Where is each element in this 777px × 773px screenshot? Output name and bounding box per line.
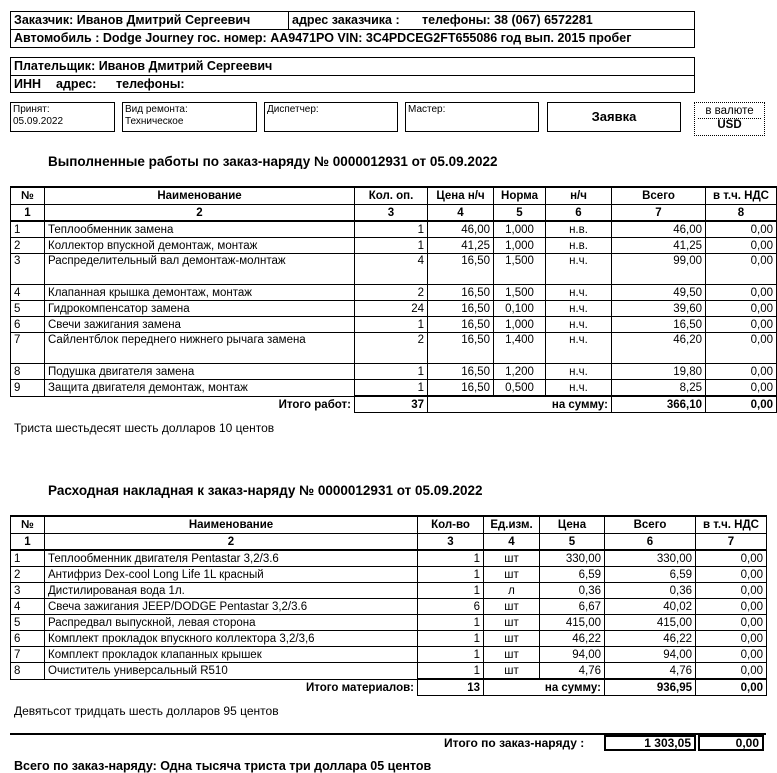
payer-inn: ИНН: [14, 77, 42, 91]
table-row: [11, 301, 777, 317]
table-row: [11, 238, 777, 254]
table-row: [11, 567, 767, 583]
row-unit: н.в.: [546, 221, 612, 238]
materials-index-3: 3: [418, 534, 484, 551]
materials-total-row: [11, 679, 767, 696]
row-price: 16,50: [428, 364, 494, 380]
row-qty: 4: [355, 254, 428, 285]
row-name: Свеча зажигания JEEP/DODGE Pentastar 3,2/3.6: [45, 599, 418, 615]
row-unit: шт: [484, 647, 540, 663]
row-vat: 0,00: [706, 301, 777, 317]
table-row: [11, 615, 767, 631]
repair-type-box: [122, 102, 257, 132]
row-n: 4: [11, 285, 45, 301]
row-vat: 0,00: [696, 599, 767, 615]
works-header-unit: н/ч: [546, 187, 612, 205]
row-vat: 0,00: [706, 221, 777, 238]
row-name: Подушка двигателя замена: [45, 364, 355, 380]
row-unit: шт: [484, 615, 540, 631]
payer-name: Плательщик: Иванов Дмитрий Сергеевич: [14, 59, 273, 73]
row-qty: 2: [355, 285, 428, 301]
row-total: 94,00: [605, 647, 696, 663]
row-price: 415,00: [540, 615, 605, 631]
row-norm: 1,200: [494, 364, 546, 380]
row-norm: 1,500: [494, 254, 546, 285]
request-label: Заявка: [591, 109, 637, 124]
grand-total-words: Всего по заказ-наряду: Одна тысяча триста три доллара 05 центов: [14, 759, 432, 773]
accepted-value: 05.09.2022: [13, 116, 64, 127]
materials-title: Расходная накладная к заказ-наряду № 0000012931 от 05.09.2022: [48, 483, 483, 498]
materials-header-unit: Ед.изм.: [484, 516, 540, 534]
table-row: [11, 647, 767, 663]
customer-address: адрес заказчика :: [292, 13, 400, 27]
repair-type-label: Вид ремонта:: [125, 104, 188, 115]
row-name: Защита двигателя демонтаж, монтаж: [45, 380, 355, 397]
row-vat: 0,00: [706, 317, 777, 333]
row-total: 330,00: [605, 550, 696, 567]
works-index-8: 8: [706, 205, 777, 222]
row-total: 19,80: [612, 364, 706, 380]
materials-header-n: №: [11, 516, 45, 534]
row-vat: 0,00: [706, 364, 777, 380]
row-qty: 1: [418, 663, 484, 680]
row-norm: 1,000: [494, 317, 546, 333]
works-header-norm: Норма: [494, 187, 546, 205]
table-row: [11, 631, 767, 647]
materials-total-sum: 936,95: [605, 679, 696, 696]
materials-header-name: Наименование: [45, 516, 418, 534]
row-name: Сайлентблок переднего нижнего рычага замена: [45, 333, 355, 364]
row-total: 41,25: [612, 238, 706, 254]
row-norm: 0,100: [494, 301, 546, 317]
row-n: 8: [11, 663, 45, 680]
row-n: 2: [11, 567, 45, 583]
row-vat: 0,00: [696, 663, 767, 680]
table-row: [11, 221, 777, 238]
works-total-qty: 37: [355, 396, 428, 413]
materials-header-qty: Кол-во: [418, 516, 484, 534]
row-price: 16,50: [428, 254, 494, 285]
master-label: Мастер:: [408, 104, 446, 115]
row-norm: 1,500: [494, 285, 546, 301]
row-total: 4,76: [605, 663, 696, 680]
grand-total-sum: 1 303,05: [604, 735, 696, 751]
row-qty: 1: [418, 631, 484, 647]
row-total: 8,25: [612, 380, 706, 397]
row-name: Теплообменник двигателя Pentastar 3,2/3.6: [45, 550, 418, 567]
row-name: Антифриз Dex-cool Long Life 1L красный: [45, 567, 418, 583]
works-total-sum: 366,10: [612, 396, 706, 413]
row-total: 39,60: [612, 301, 706, 317]
row-norm: 0,500: [494, 380, 546, 397]
row-qty: 1: [355, 380, 428, 397]
table-row: [11, 317, 777, 333]
row-vat: 0,00: [696, 615, 767, 631]
row-name: Дистилированая вода 1л.: [45, 583, 418, 599]
row-vat: 0,00: [696, 583, 767, 599]
row-vat: 0,00: [696, 567, 767, 583]
table-row: [11, 583, 767, 599]
materials-table: [10, 515, 767, 696]
row-price: 16,50: [428, 333, 494, 364]
row-unit: н.ч.: [546, 254, 612, 285]
row-qty: 1: [418, 567, 484, 583]
works-table: [10, 186, 777, 413]
materials-index-7: 7: [696, 534, 767, 551]
works-header-vat: в т.ч. НДС: [706, 187, 777, 205]
table-row: [11, 663, 767, 680]
row-name: Комплект прокладок клапанных крышек: [45, 647, 418, 663]
table-row: [11, 254, 777, 285]
row-n: 1: [11, 550, 45, 567]
currency-value: USD: [698, 118, 761, 131]
row-qty: 1: [418, 583, 484, 599]
row-qty: 1: [355, 238, 428, 254]
grand-total-label: Итого по заказ-наряду :: [444, 736, 585, 750]
row-n: 7: [11, 333, 45, 364]
row-qty: 1: [355, 221, 428, 238]
row-name: Коллектор впускной демонтаж, монтаж: [45, 238, 355, 254]
row-qty: 6: [418, 599, 484, 615]
row-n: 3: [11, 254, 45, 285]
works-header-total: Всего: [612, 187, 706, 205]
row-total: 49,50: [612, 285, 706, 301]
customer-header-vdivider: [288, 11, 289, 29]
materials-total-label: Итого материалов:: [306, 681, 414, 694]
grand-total-vat: 0,00: [698, 735, 764, 751]
row-vat: 0,00: [706, 333, 777, 364]
table-row: [11, 599, 767, 615]
works-total-words: Триста шестьдесят шесть долларов 10 центов: [14, 421, 275, 435]
row-name: Свечи зажигания замена: [45, 317, 355, 333]
row-qty: 1: [355, 317, 428, 333]
works-header-name: Наименование: [45, 187, 355, 205]
row-vat: 0,00: [696, 550, 767, 567]
row-n: 6: [11, 631, 45, 647]
row-price: 6,59: [540, 567, 605, 583]
row-total: 415,00: [605, 615, 696, 631]
row-vat: 0,00: [706, 285, 777, 301]
dispatcher-box: [264, 102, 398, 132]
row-price: 0,36: [540, 583, 605, 599]
customer-name: Заказчик: Иванов Дмитрий Сергеевич: [14, 13, 251, 27]
materials-header-vat: в т.ч. НДС: [696, 516, 767, 534]
row-total: 99,00: [612, 254, 706, 285]
row-unit: н.ч.: [546, 380, 612, 397]
works-header-qty: Кол. оп.: [355, 187, 428, 205]
payer-phones: телефоны:: [116, 77, 185, 91]
works-index-6: 6: [546, 205, 612, 222]
row-unit: н.ч.: [546, 317, 612, 333]
row-total: 46,00: [612, 221, 706, 238]
works-index-1: 1: [11, 205, 45, 222]
row-unit: н.ч.: [546, 364, 612, 380]
table-row: [11, 380, 777, 397]
works-index-5: 5: [494, 205, 546, 222]
row-price: 41,25: [428, 238, 494, 254]
materials-header-price: Цена: [540, 516, 605, 534]
request-box: [547, 102, 681, 132]
row-vat: 0,00: [696, 647, 767, 663]
row-unit: н.ч.: [546, 285, 612, 301]
row-name: Теплообменник замена: [45, 221, 355, 238]
row-norm: 1,000: [494, 221, 546, 238]
works-index-7: 7: [612, 205, 706, 222]
row-unit: л: [484, 583, 540, 599]
row-qty: 24: [355, 301, 428, 317]
vehicle-info: Автомобиль : Dodge Journey гос. номер: АА9471РО VIN: 3C4PDCEG2FT655086 год вып. 2015 пробег: [14, 31, 632, 45]
row-n: 5: [11, 301, 45, 317]
works-header-price: Цена н/ч: [428, 187, 494, 205]
row-price: 16,50: [428, 317, 494, 333]
table-row: [11, 285, 777, 301]
row-unit: шт: [484, 631, 540, 647]
row-unit: шт: [484, 663, 540, 680]
row-qty: 1: [418, 615, 484, 631]
accepted-label: Принят:: [13, 104, 50, 115]
row-price: 16,50: [428, 380, 494, 397]
materials-total-vat: 0,00: [696, 679, 767, 696]
row-name: Очиститель универсальный R510: [45, 663, 418, 680]
row-total: 0,36: [605, 583, 696, 599]
row-unit: шт: [484, 599, 540, 615]
materials-total-words: Девятьсот тридцать шесть долларов 95 центов: [14, 704, 279, 718]
materials-sum-label: на сумму:: [484, 679, 605, 696]
row-name: Комплект прокладок впускного коллектора 3,2/3,6: [45, 631, 418, 647]
row-n: 1: [11, 221, 45, 238]
materials-index-4: 4: [484, 534, 540, 551]
row-qty: 1: [355, 364, 428, 380]
row-price: 46,00: [428, 221, 494, 238]
row-total: 40,02: [605, 599, 696, 615]
row-n: 5: [11, 615, 45, 631]
row-norm: 1,400: [494, 333, 546, 364]
works-title: Выполненные работы по заказ-наряду № 0000012931 от 05.09.2022: [48, 154, 498, 169]
row-total: 46,20: [612, 333, 706, 364]
row-n: 8: [11, 364, 45, 380]
row-qty: 1: [418, 550, 484, 567]
works-total-vat: 0,00: [706, 396, 777, 413]
accepted-box: [10, 102, 115, 132]
master-box: [405, 102, 539, 132]
works-total-label: Итого работ:: [278, 398, 351, 411]
row-total: 46,22: [605, 631, 696, 647]
row-total: 6,59: [605, 567, 696, 583]
row-vat: 0,00: [696, 631, 767, 647]
row-price: 6,67: [540, 599, 605, 615]
works-header-n: №: [11, 187, 45, 205]
row-unit: шт: [484, 567, 540, 583]
table-row: [11, 333, 777, 364]
materials-total-qty: 13: [418, 679, 484, 696]
row-vat: 0,00: [706, 238, 777, 254]
payer-address: адрес:: [56, 77, 97, 91]
row-qty: 1: [418, 647, 484, 663]
row-n: 7: [11, 647, 45, 663]
row-unit: н.ч.: [546, 333, 612, 364]
row-price: 94,00: [540, 647, 605, 663]
row-n: 3: [11, 583, 45, 599]
materials-index-6: 6: [605, 534, 696, 551]
row-price: 330,00: [540, 550, 605, 567]
row-vat: 0,00: [706, 254, 777, 285]
row-name: Клапанная крышка демонтаж, монтаж: [45, 285, 355, 301]
works-index-3: 3: [355, 205, 428, 222]
row-n: 2: [11, 238, 45, 254]
row-qty: 2: [355, 333, 428, 364]
works-index-4: 4: [428, 205, 494, 222]
row-price: 4,76: [540, 663, 605, 680]
row-vat: 0,00: [706, 380, 777, 397]
materials-index-5: 5: [540, 534, 605, 551]
payer-divider: [10, 75, 695, 76]
row-norm: 1,000: [494, 238, 546, 254]
row-price: 16,50: [428, 285, 494, 301]
row-name: Гидрокомпенсатор замена: [45, 301, 355, 317]
row-name: Распределительный вал демонтаж-молнтаж: [45, 254, 355, 285]
row-total: 16,50: [612, 317, 706, 333]
dispatcher-label: Диспетчер:: [267, 104, 319, 115]
table-row: [11, 364, 777, 380]
row-unit: шт: [484, 550, 540, 567]
works-sum-label: на сумму:: [428, 396, 612, 413]
currency-label: в валюте: [705, 105, 754, 117]
row-price: 46,22: [540, 631, 605, 647]
materials-index-1: 1: [11, 534, 45, 551]
materials-header-total: Всего: [605, 516, 696, 534]
repair-type-value: Техническое: [125, 116, 184, 127]
row-unit: н.в.: [546, 238, 612, 254]
table-row: [11, 550, 767, 567]
row-n: 6: [11, 317, 45, 333]
row-price: 16,50: [428, 301, 494, 317]
currency-box: [694, 102, 765, 136]
row-n: 4: [11, 599, 45, 615]
customer-phones: телефоны: 38 (067) 6572281: [422, 13, 593, 27]
row-unit: н.ч.: [546, 301, 612, 317]
customer-header-divider: [10, 29, 695, 30]
materials-index-2: 2: [45, 534, 418, 551]
works-total-row: [11, 396, 777, 413]
works-index-2: 2: [45, 205, 355, 222]
row-n: 9: [11, 380, 45, 397]
row-name: Распредвал выпускной, левая сторона: [45, 615, 418, 631]
